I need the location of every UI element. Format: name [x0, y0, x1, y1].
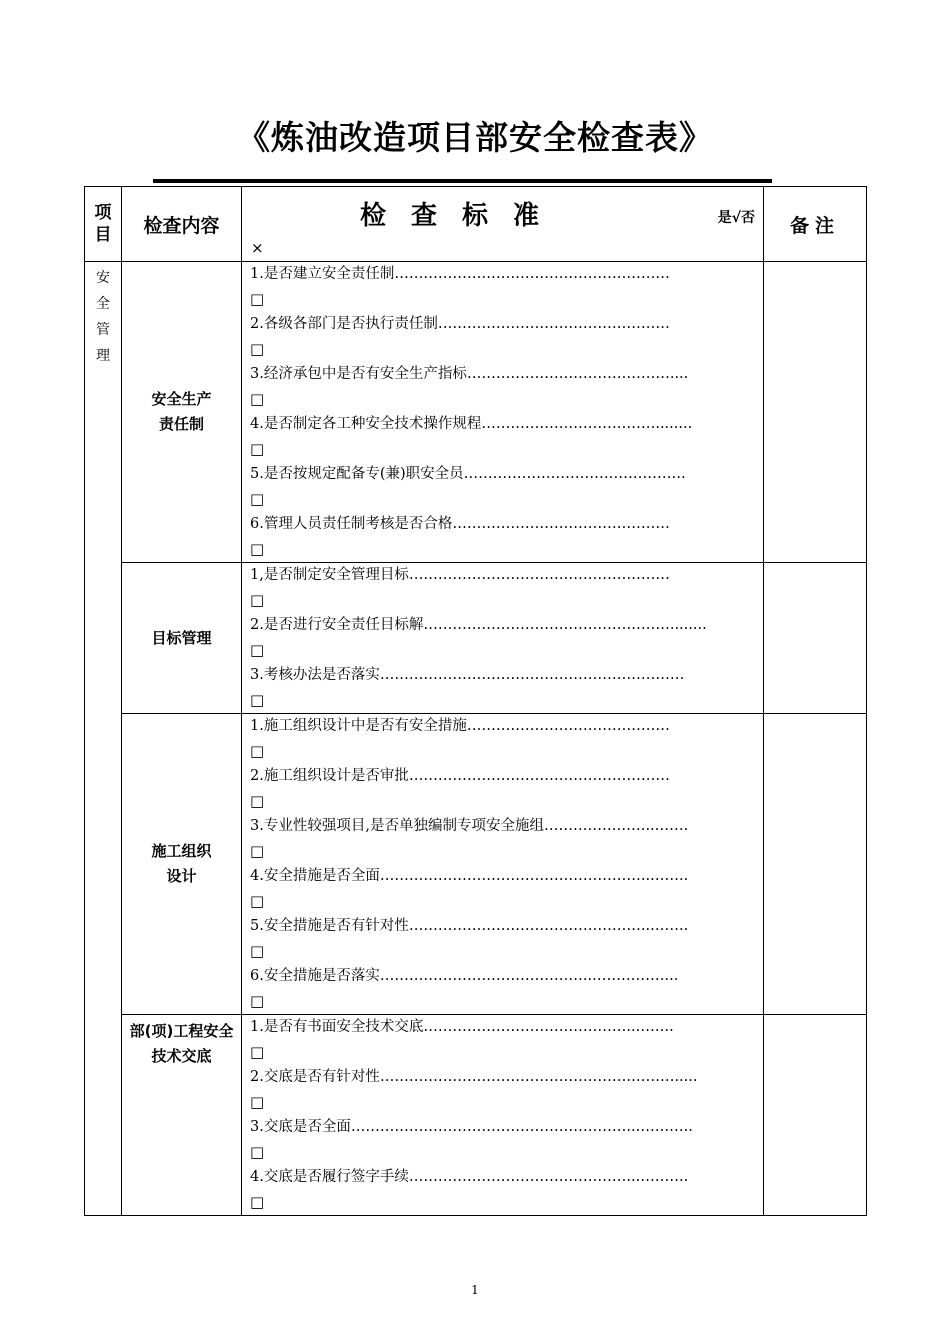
- checkbox-icon[interactable]: □: [250, 440, 265, 458]
- checkbox-icon[interactable]: □: [250, 942, 265, 960]
- list-item: 2.各级各部门是否执行责任制…………………………………………: [250, 316, 670, 332]
- list-item: 2.是否进行安全责任目标解……………………………………………........: [250, 617, 707, 633]
- header-yes-no: 是√否: [717, 210, 755, 226]
- checkbox-icon[interactable]: □: [250, 1043, 265, 1061]
- list-item: 1,是否制定安全管理目标………………………………………………: [250, 567, 670, 583]
- note-cell[interactable]: [764, 714, 867, 1015]
- table-row: [85, 714, 867, 1015]
- document-title: 《炼油改造项目部安全检查表》: [237, 118, 713, 157]
- list-item: 1.是否建立安全责任制…………………………………………………: [250, 266, 670, 282]
- table-row: [85, 563, 867, 714]
- list-item: 2.施工组织设计是否审批………………………………………………: [250, 768, 670, 784]
- header-standard-cell: [242, 187, 764, 262]
- section-name: 安全生产责任制: [122, 262, 242, 563]
- checkbox-icon[interactable]: □: [250, 340, 265, 358]
- list-item: 3.交底是否全面…………………………………………………..…….…..: [250, 1119, 693, 1135]
- list-item: 2.交底是否有针对性…………………………………………….……….....: [250, 1069, 698, 1085]
- header-standard: 检查标准: [359, 201, 564, 231]
- section-name: 目标管理: [122, 563, 242, 714]
- note-cell[interactable]: [764, 262, 867, 563]
- checkbox-icon[interactable]: □: [250, 540, 265, 558]
- list-item: 1.是否有书面安全技术交底……………………………………..……..: [250, 1019, 674, 1035]
- checkbox-icon[interactable]: □: [250, 390, 265, 408]
- note-cell[interactable]: [764, 563, 867, 714]
- category-cell: [85, 262, 122, 1216]
- header-item: [85, 187, 122, 262]
- list-item: 4.安全措施是否全面………………………………………………..……..: [250, 868, 689, 884]
- list-item: 6.安全措施是否落实……………………………………..……………...: [250, 968, 679, 984]
- section-items: [242, 262, 764, 563]
- safety-check-table: [84, 186, 867, 1216]
- section-items: [242, 563, 764, 714]
- checkbox-icon[interactable]: □: [250, 792, 265, 810]
- note-cell[interactable]: [764, 1015, 867, 1216]
- checkbox-icon[interactable]: □: [250, 892, 265, 910]
- page-number: 1: [471, 1283, 479, 1297]
- checkbox-icon[interactable]: □: [250, 641, 265, 659]
- list-item: 4.交底是否履行签字手续………………………………………..………..: [250, 1169, 689, 1185]
- header-note: 备注: [764, 187, 867, 262]
- checkbox-icon[interactable]: □: [250, 691, 265, 709]
- list-item: 3.考核办法是否落实………………………………………………………: [250, 667, 685, 683]
- header-item-label: 项目: [94, 203, 112, 245]
- checkbox-icon[interactable]: □: [250, 742, 265, 760]
- checkbox-icon[interactable]: □: [250, 1143, 265, 1161]
- table-row: [85, 262, 867, 563]
- header-content: 检查内容: [122, 187, 242, 262]
- list-item: 5.安全措施是否有针对性…………………………………………..……..: [250, 918, 689, 934]
- checkbox-icon[interactable]: □: [250, 1193, 265, 1211]
- list-item: 6.管理人员责任制考核是否合格………………………………………: [250, 516, 670, 532]
- checkbox-icon[interactable]: □: [250, 490, 265, 508]
- section-items: [242, 1015, 764, 1216]
- list-item: 4.是否制定各工种安全技术操作规程………………………………........: [250, 416, 693, 432]
- list-item: 3.经济承包中是否有安全生产指标……………………………………....: [250, 366, 689, 382]
- checkbox-icon[interactable]: □: [250, 842, 265, 860]
- list-item: 1.施工组织设计中是否有安全措施……………………………………: [250, 718, 670, 734]
- list-item: 5.是否按规定配备专(兼)职安全员……………………………………….: [250, 466, 686, 482]
- checkbox-icon[interactable]: □: [250, 992, 265, 1010]
- checkbox-icon[interactable]: □: [250, 290, 265, 308]
- section-items: [242, 714, 764, 1015]
- title-underline: [153, 179, 772, 183]
- table-header-row: [85, 187, 867, 262]
- list-item: 3.专业性较强项目,是否单独编制专项安全施组…………………..…….: [250, 818, 689, 834]
- section-name: 部(项)工程安全技术交底: [122, 1015, 242, 1216]
- category-label: 安全管理: [96, 270, 110, 364]
- checkbox-icon[interactable]: □: [250, 591, 265, 609]
- table-row: [85, 1015, 867, 1216]
- checkbox-icon[interactable]: □: [250, 1093, 265, 1111]
- section-name: 施工组织设计: [122, 714, 242, 1015]
- header-no-mark: ×: [251, 239, 264, 257]
